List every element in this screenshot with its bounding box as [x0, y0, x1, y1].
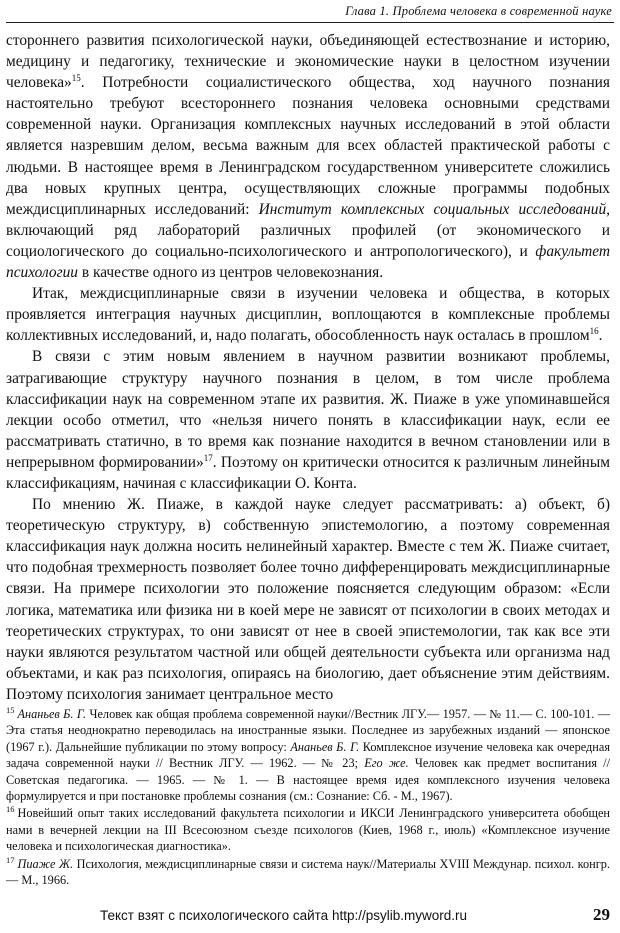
- footnote-16-text: Новейший опыт таких исследований факультета психологии и ИКСИ Ленинградского университета обобщен нами в вечерней лекции на III Всесоюзном съезде психологов (Киев, 1968 г., июль) «Комплексное изучение человека и психологическая диагностика».: [6, 806, 610, 854]
- paragraph-1: [6, 30, 610, 283]
- paragraph-1-text-a: стороннего развития психологической науки, объединяющей естествознание и историю, медицину и педагогику, технические и экономические науки в целостном изучении человека»: [6, 32, 610, 92]
- footnote-ref-15[interactable]: 15: [71, 73, 81, 84]
- footnote-15: [6, 706, 610, 804]
- paragraph-1-text-c: включающий ряд лабораторий различных профилей (от экономического и социологического до социально-психологического и антропологического), и: [6, 221, 610, 260]
- footnote-17-number: 17: [6, 854, 15, 865]
- footnote-ref-17[interactable]: 17: [203, 452, 213, 463]
- footnote-15-ibid: Его же.: [364, 756, 409, 771]
- paragraph-3-text-b: . Поэтому он критически относится к различным линейным классификациям, начиная с классификации О. Конта.: [6, 453, 611, 492]
- paragraph-2-text-b: .: [598, 327, 603, 345]
- paragraph-2: [6, 283, 610, 346]
- page-number: 29: [593, 905, 610, 924]
- footnote-15-author-2: Ананьев Б. Г.: [290, 739, 360, 754]
- paragraph-1-text-d: в качестве одного из центров человекознания.: [77, 264, 384, 282]
- paragraph-4: По мнению Ж. Пиаже, в каждой науке следует рассматривать: а) объект, б) теоретическую структуру, в) собственную эпистемологию, а поэтому современная классификация наук должна носить нелинейный характер. Вместе с тем Ж. Пиаже считает, что подобная трехмерность позволяет более точно дифференцировать междисциплинарные связи. На примере психологии это положение поясняется следующим образом: «Если логика, математика или физика ни в коей мере не зависят от психологии в своих методах и теоретических структурах, то они зависят от нее в своей эпистемологии, так как все эти науки являются результатом частной или общей деятельности субъекта или организма над объектами, и как раз психология, опираясь на биологию, дает объяснение этим действиям. Поэтому психология занимает центральное место: [6, 496, 610, 703]
- footnote-17-text: Психология, междисциплинарные связи и система наук//Материалы XVIII Междунар. психол. конгр. — М., 1966.: [6, 856, 610, 888]
- faculty-name-italic: факультет психологии: [6, 242, 610, 282]
- footnotes: [6, 706, 610, 889]
- paragraph-1-text-b: . Потребности социалистического общества, ход научного познания настоятельно требуют всестороннего познания человека основными средствами современной науки. Организация комплексных научных исследований в этой области является назревшим делом, весьма важным для всех областей практической работы с людьми. В настоящее время в Ленинградском государственном университете сложились два новых крупных центра, осуществляющих сложные программы подобных междисциплинарных исследований:: [6, 74, 610, 218]
- footnote-15-text-c: Человек как предмет воспитания // Советская педагогика. — 1965. — № 1. — В настоящее время идея комплексного изучения человека формулируется и при постановке проблемы сознания (см.: Сознание: Сб. - М., 1967).: [6, 756, 610, 804]
- footnote-15-author: Ананьев Б. Г.: [17, 707, 87, 721]
- footnote-15-number: 15: [6, 704, 15, 715]
- header-rule: [6, 22, 614, 23]
- paragraph-3: [6, 346, 610, 494]
- institute-name-italic: Институт комплексных социальных исследований,: [258, 200, 610, 218]
- footnote-17-author: Пиаже Ж.: [17, 856, 74, 871]
- footnote-15-text-a: Человек как общая проблема современной науки//Вестник ЛГУ.— 1957. — № 11.— С. 100-101. — Эта статья неоднократно переводилась на иностранные языки. Последнее из зарубежных изданий — японское (1967 г.). Дальнейшие публикации по этому вопросу:: [6, 707, 610, 754]
- paragraph-3-text-a: В связи с этим новым явлением в научном развитии возникают проблемы, затрагивающие структуру научного познания в целом, в том числе проблема классификации наук на современном этапе их развития. Ж. Пиаже в уже упоминавшейся лекции особо отметил, что «нельзя ничего понять в классификации наук, если ее рассматривать статично, в то время как познание находится в вечном становлении или в непрерывном формировании»: [6, 348, 610, 471]
- paragraph-2-text-a: Итак, междисциплинарные связи в изучении человека и общества, в которых проявляется интеграция научных дисциплин, воплощаются в комплексные проблемы коллективных исследований, и, надо полагать, обособленность наук осталась в прошлом: [6, 285, 610, 345]
- footnote-17: [6, 856, 610, 889]
- footnote-ref-16[interactable]: 16: [589, 326, 599, 337]
- running-head: Глава 1. Проблема человека в современной науке: [345, 4, 612, 18]
- footnote-16: [6, 805, 610, 854]
- footnote-16-number: 16: [6, 804, 15, 815]
- main-text: [6, 30, 610, 705]
- footnote-15-text-b: Комплексное изучение человека как очередная задача современной науки // Вестник ЛГУ. — 1962. — № 23;: [6, 739, 611, 771]
- source-footer: Текст взят с психологического сайта http://psylib.myword.ru: [100, 908, 467, 923]
